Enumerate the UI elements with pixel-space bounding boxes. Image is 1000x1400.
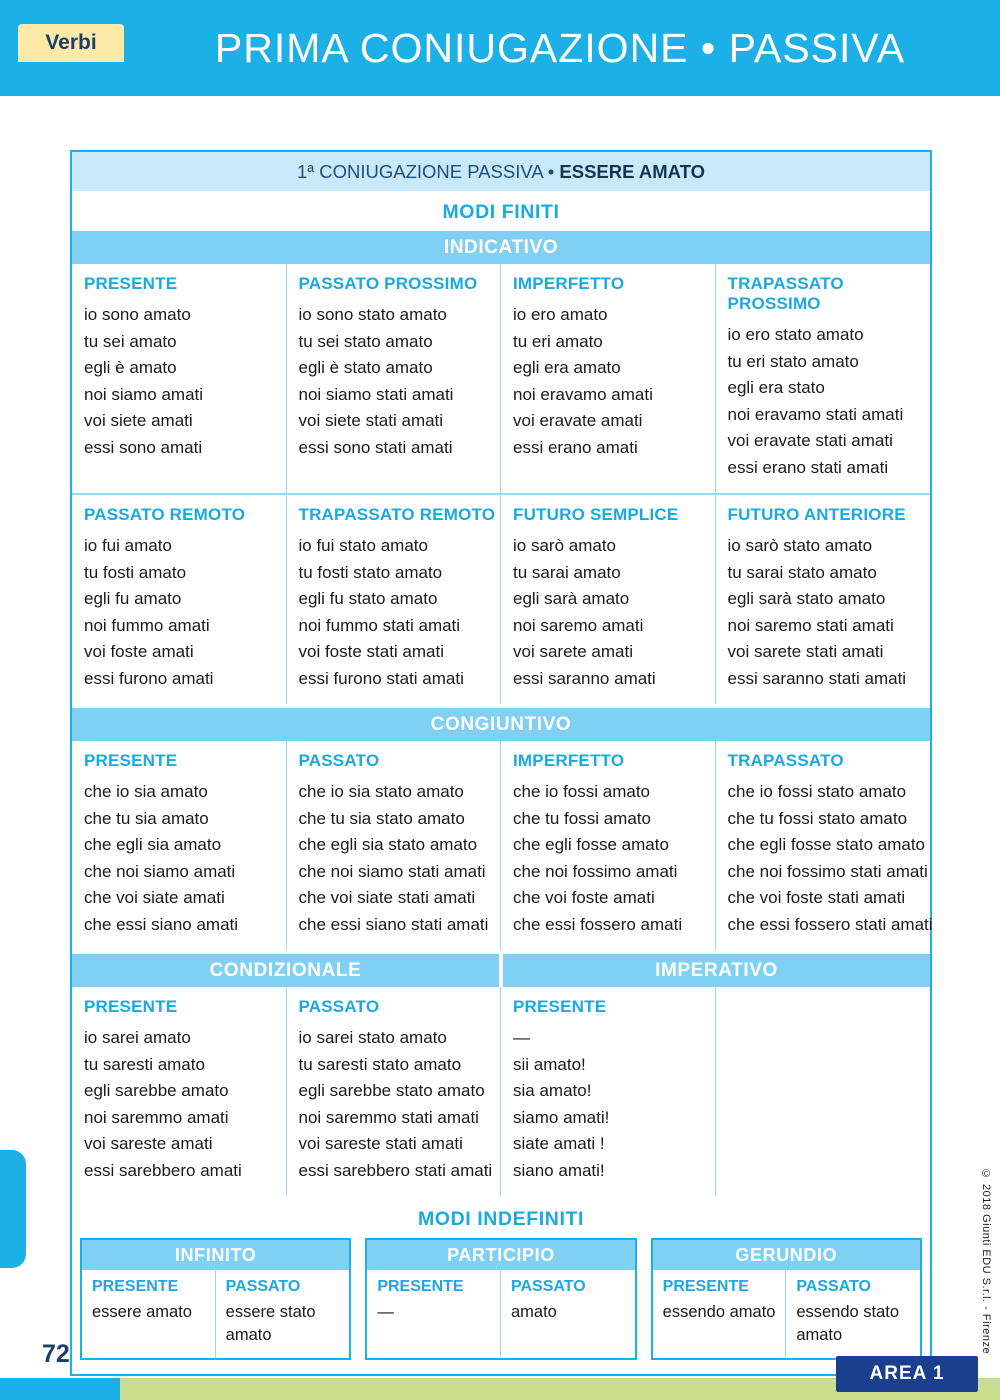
verb-form: egli sarà amato — [513, 589, 630, 609]
mood-label: PARTICIPIO — [367, 1240, 634, 1270]
verb-form: essi furono amati — [84, 668, 214, 688]
verb-form: tu sarai amato — [513, 562, 621, 582]
verb-form: voi sarete stati amati — [727, 642, 884, 662]
tense-block — [287, 495, 502, 704]
tense-block — [716, 741, 931, 950]
verb-form: noi saremmo stati amati — [298, 1107, 479, 1127]
verb-form: egli fu stato amato — [298, 589, 438, 609]
indefinite-moods-heading: MODI INDEFINITI — [72, 1200, 930, 1238]
verb-form: essi saranno amati — [513, 668, 656, 688]
verb-form: che voi foste amati — [513, 888, 655, 908]
verb-form: — — [377, 1303, 394, 1322]
tense-label: PASSATO PROSSIMO — [298, 274, 478, 293]
verb-form: tu saresti amato — [84, 1054, 205, 1074]
indefinite-mood-block — [365, 1238, 636, 1360]
verb-form: essi sono amati — [84, 437, 203, 457]
table-title-prefix: 1ª CONIUGAZIONE PASSIVA • — [296, 161, 560, 182]
tense-forms — [501, 1023, 715, 1196]
verb-form: che essi fossero amati — [513, 914, 683, 934]
verb-form: voi sareste amati — [84, 1134, 213, 1154]
verb-form: che voi siate stati amati — [298, 888, 476, 908]
tense-block — [786, 1270, 920, 1358]
verb-form: che noi fossimo stati amati — [727, 861, 928, 881]
verb-form: siate amati ! — [513, 1134, 605, 1154]
tense-forms — [287, 1023, 501, 1196]
verb-form: noi saremo stati amati — [727, 615, 894, 635]
verb-form: sia amato! — [513, 1081, 592, 1101]
mood-heading-congiuntivo: CONGIUNTIVO — [72, 708, 930, 741]
verb-form: io sarei amato — [84, 1028, 191, 1048]
tense-label: IMPERFETTO — [513, 274, 625, 293]
verb-form: noi saremmo amati — [84, 1107, 229, 1127]
conjugation-table — [70, 150, 932, 1376]
verb-form: io fui stato amato — [298, 536, 428, 556]
verb-form: voi siete amati — [84, 411, 193, 431]
tense-forms — [72, 777, 286, 950]
tense-label: PRESENTE — [84, 274, 178, 293]
verb-form: io sarò amato — [513, 536, 616, 556]
tense-forms — [72, 531, 286, 704]
verb-form: essi erano amati — [513, 437, 638, 457]
tense-block — [216, 1270, 350, 1358]
tense-forms — [287, 531, 501, 704]
condizionale-imperativo-row — [72, 987, 930, 1196]
tense-label: IMPERFETTO — [513, 751, 625, 771]
verb-form: che noi siamo stati amati — [298, 861, 486, 881]
tense-label: PASSATO — [298, 751, 380, 771]
verb-form: tu saresti stato amato — [298, 1054, 462, 1074]
tense-label: PASSATO — [298, 997, 380, 1017]
verb-form: essi sarebbero amati — [84, 1160, 242, 1180]
indefinite-mood-block — [651, 1238, 922, 1360]
tense-label: TRAPASSATO — [727, 751, 844, 771]
mood-label: GERUNDIO — [653, 1240, 920, 1270]
verb-form: io fui amato — [84, 536, 172, 556]
verb-form: che io fossi amato — [513, 782, 651, 802]
verb-form: che io fossi stato amato — [727, 782, 907, 802]
verb-form: egli sarebbe stato amato — [298, 1081, 485, 1101]
tense-forms — [287, 300, 501, 473]
tense-block — [287, 741, 502, 950]
tense-forms — [716, 531, 931, 704]
verb-form: noi siamo stati amati — [298, 384, 454, 404]
area-badge: AREA 1 — [836, 1356, 978, 1392]
verb-form: che tu sia stato amato — [298, 808, 465, 828]
verb-form: noi siamo amati — [84, 384, 204, 404]
tense-forms — [716, 1003, 931, 1017]
footer-band-accent — [0, 1378, 120, 1400]
copyright-notice: © 2018 Giunti EDU S.r.l. - Firenze — [980, 1168, 992, 1355]
table-title-verb: ESSERE AMATO — [559, 161, 706, 182]
header-divider — [0, 96, 1000, 101]
verb-form: voi foste stati amati — [298, 642, 445, 662]
verb-form: egli sarebbe amato — [84, 1081, 229, 1101]
verb-form: essi sono stati amati — [298, 437, 453, 457]
tense-label: FUTURO SEMPLICE — [513, 505, 679, 525]
verb-form: che essi siano amati — [84, 914, 239, 934]
tense-block — [501, 987, 716, 1196]
mood-heading-imperativo: IMPERATIVO — [503, 954, 930, 987]
tense-block — [716, 495, 931, 704]
verb-form: che egli fosse amato — [513, 835, 669, 855]
verb-form: voi foste amati — [84, 642, 194, 662]
indicativo-row-1 — [72, 264, 930, 493]
verb-form: che egli fosse stato amato — [727, 835, 926, 855]
verb-form: egli sarà stato amato — [727, 589, 886, 609]
verb-form: tu fosti stato amato — [298, 562, 443, 582]
verb-form: che egli sia amato — [84, 835, 222, 855]
verb-form: tu sei stato amato — [298, 331, 433, 351]
tense-block — [501, 264, 716, 493]
verb-form: che egli sia stato amato — [298, 835, 478, 855]
verb-form: voi eravate stati amati — [727, 431, 893, 451]
tense-block — [653, 1270, 787, 1358]
verb-form: voi sarete amati — [513, 642, 633, 662]
tense-forms — [287, 777, 501, 950]
verb-form: io sarei stato amato — [298, 1028, 447, 1048]
tense-forms — [72, 1023, 286, 1196]
verb-form: essere amato — [92, 1303, 192, 1322]
tense-block — [287, 987, 502, 1196]
verb-form: che io sia amato — [84, 782, 208, 802]
tense-label: PASSATO — [796, 1278, 871, 1296]
tense-label: PRESENTE — [84, 751, 178, 771]
tense-block — [716, 264, 931, 493]
verb-form: che voi siate amati — [84, 888, 225, 908]
page-title: PRIMA CONIUGAZIONE • PASSIVA — [214, 25, 906, 71]
tense-label: PASSATO REMOTO — [84, 505, 246, 525]
tense-forms — [716, 320, 931, 493]
finite-moods-heading: MODI FINITI — [72, 193, 930, 231]
verb-form: egli è amato — [84, 358, 177, 378]
verb-form: che tu sia amato — [84, 808, 209, 828]
verb-form: essendo stato amato — [796, 1303, 900, 1344]
verb-form: egli fu amato — [84, 589, 182, 609]
indefinite-mood-block — [80, 1238, 351, 1360]
table-title — [72, 152, 930, 193]
verb-form: io sono amato — [84, 305, 191, 324]
tense-label — [716, 987, 931, 1003]
verb-form: noi fummo stati amati — [298, 615, 461, 635]
verb-form: che essi fossero stati amati — [727, 914, 933, 934]
tense-label: PASSATO — [225, 1278, 301, 1296]
tense-block — [72, 741, 287, 950]
verb-form: che voi foste stati amati — [727, 888, 906, 908]
verb-form: amato — [510, 1303, 557, 1322]
verb-form: io ero amato — [513, 305, 608, 324]
verb-form: essere stato amato — [225, 1303, 316, 1344]
verb-form: voi siete stati amati — [298, 411, 444, 431]
tense-block — [72, 264, 287, 493]
tense-label: TRAPASSATO PROSSIMO — [727, 274, 844, 313]
verb-form: che essi siano stati amati — [298, 914, 489, 934]
congiuntivo-row — [72, 741, 933, 950]
tense-label: PRESENTE — [513, 997, 607, 1017]
tense-label: PRESENTE — [92, 1278, 179, 1296]
verb-form: tu sarai stato amato — [727, 562, 877, 582]
tense-block-empty — [716, 987, 931, 1196]
verb-form: noi saremo amati — [513, 615, 644, 635]
verb-form: essi sarebbero stati amati — [298, 1160, 493, 1180]
tense-label: FUTURO ANTERIORE — [727, 505, 906, 525]
verb-form: io sono stato amato — [298, 305, 447, 324]
verb-form: — — [513, 1028, 530, 1048]
mood-heading-condizionale: CONDIZIONALE — [72, 954, 499, 987]
left-edge-tab — [0, 1150, 26, 1268]
mood-heading-row — [72, 954, 930, 987]
verb-form: voi eravate amati — [513, 411, 643, 431]
verb-form: essi erano stati amati — [727, 457, 889, 477]
verb-form: tu fosti amato — [84, 562, 187, 582]
verb-form: che io sia stato amato — [298, 782, 464, 802]
tense-block — [72, 495, 287, 704]
verb-form: egli era amato — [513, 358, 621, 378]
tense-label: PASSATO — [510, 1278, 586, 1296]
tense-forms — [501, 531, 715, 704]
verb-form: essendo amato — [662, 1303, 776, 1322]
tense-forms — [72, 300, 286, 473]
tense-block — [82, 1270, 216, 1358]
tense-forms — [716, 777, 931, 950]
tense-block — [367, 1270, 501, 1357]
verb-form: io ero stato amato — [727, 325, 864, 344]
verb-form: sii amato! — [513, 1054, 586, 1074]
tense-block — [501, 1270, 635, 1357]
verb-form: che tu fossi amato — [513, 808, 651, 828]
tense-forms — [501, 300, 715, 473]
verb-form: noi eravamo stati amati — [727, 404, 904, 424]
verb-form: tu sei amato — [84, 331, 177, 351]
page-number: 72 — [42, 1340, 70, 1368]
tense-block — [501, 741, 716, 950]
verb-form: tu eri stato amato — [727, 351, 859, 371]
verb-form: tu eri amato — [513, 331, 603, 351]
tense-label: TRAPASSATO REMOTO — [298, 505, 496, 525]
mood-label: INFINITO — [82, 1240, 349, 1270]
verb-form: che noi fossimo amati — [513, 861, 678, 881]
tense-block — [72, 987, 287, 1196]
verb-form: egli è stato amato — [298, 358, 433, 378]
verb-form: egli era stato — [727, 378, 825, 398]
tense-label: PRESENTE — [377, 1278, 464, 1296]
verb-form: siamo amati! — [513, 1107, 610, 1127]
tense-block — [501, 495, 716, 704]
verb-form: che tu fossi stato amato — [727, 808, 908, 828]
verb-form: essi furono stati amati — [298, 668, 464, 688]
verb-form: noi fummo amati — [84, 615, 210, 635]
verb-form: voi sareste stati amati — [298, 1134, 463, 1154]
verb-form: siano amati! — [513, 1160, 605, 1180]
mood-heading-indicativo: INDICATIVO — [72, 231, 930, 264]
indefinite-moods-row — [72, 1238, 930, 1374]
tense-label: PRESENTE — [662, 1278, 749, 1296]
verb-form: noi eravamo amati — [513, 384, 653, 404]
verb-form: essi saranno stati amati — [727, 668, 907, 688]
verb-form: io sarò stato amato — [727, 536, 873, 556]
tense-block — [287, 264, 502, 493]
tense-label: PRESENTE — [84, 997, 178, 1017]
indicativo-row-2 — [72, 495, 930, 704]
section-tab-verbi: Verbi — [18, 24, 124, 62]
tense-forms — [501, 777, 715, 950]
verb-form: che noi siamo amati — [84, 861, 236, 881]
